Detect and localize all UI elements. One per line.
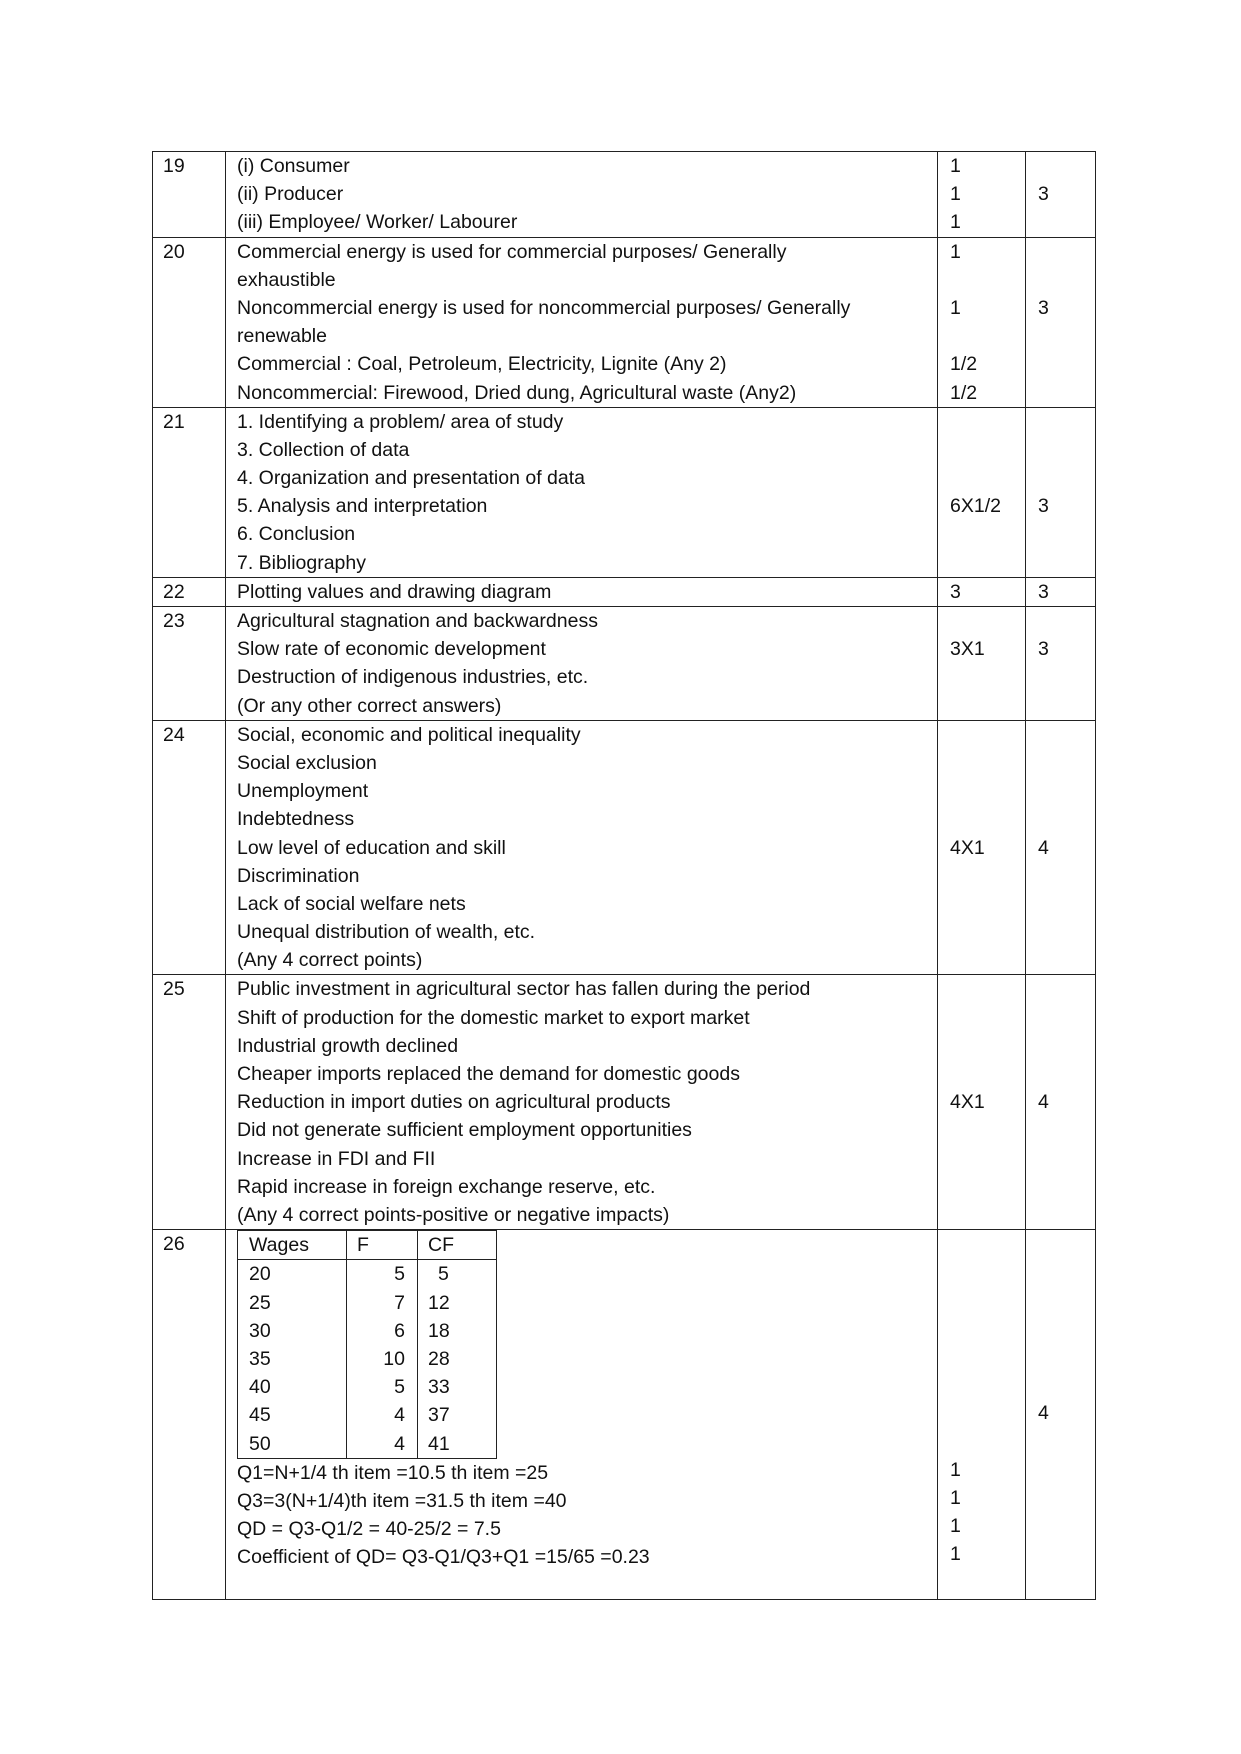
question-row-22 bbox=[153, 577, 1096, 606]
answer-line: Slow rate of economic development bbox=[237, 638, 546, 661]
spacer bbox=[1026, 1173, 1095, 1201]
answer-line: Commercial : Coal, Petroleum, Electricity, Lignite (Any 2) bbox=[237, 353, 727, 376]
answer-line: QD = Q3-Q1/2 = 40-25/2 = 7.5 bbox=[237, 1518, 501, 1540]
spacer bbox=[1026, 152, 1095, 180]
answer-line: Noncommercial energy is used for noncommercial purposes/ Generally bbox=[237, 296, 851, 319]
spacer bbox=[1026, 266, 1095, 294]
mark-value bbox=[938, 805, 1025, 833]
wages-cell-w: 40 bbox=[238, 1373, 347, 1401]
mark-value bbox=[938, 862, 1025, 890]
spacer bbox=[1026, 379, 1095, 407]
spacer bbox=[1026, 918, 1095, 946]
answer-line: Cheaper imports replaced the demand for domestic goods bbox=[237, 1063, 740, 1085]
total-marks-cell bbox=[1026, 607, 1096, 721]
mark-value bbox=[938, 520, 1025, 548]
question-row-20 bbox=[153, 237, 1096, 407]
mark-value bbox=[938, 663, 1025, 691]
mark-value: 1 bbox=[950, 1543, 961, 1566]
spacer bbox=[1026, 1230, 1095, 1258]
answer-cell bbox=[226, 237, 938, 407]
spacer bbox=[1026, 1032, 1095, 1060]
question-number: 25 bbox=[163, 978, 185, 1001]
spacer bbox=[938, 1287, 1025, 1315]
wages-cell-w: 30 bbox=[238, 1317, 347, 1345]
answer-line: (Any 4 correct points-positive or negative impacts) bbox=[237, 1203, 670, 1226]
spacer bbox=[1026, 322, 1095, 350]
answer-line: Social, economic and political inequality bbox=[237, 723, 581, 746]
answer-cell bbox=[226, 577, 938, 606]
spacer bbox=[1026, 1287, 1095, 1315]
spacer bbox=[1026, 749, 1095, 777]
wages-cell-w: 45 bbox=[238, 1401, 347, 1429]
mark-value: 1 bbox=[950, 211, 961, 234]
answer-cell bbox=[226, 1230, 938, 1600]
mark-value bbox=[938, 549, 1025, 577]
mark-value bbox=[938, 607, 1025, 635]
mark-value: 1 bbox=[950, 296, 961, 319]
answer-line: Reduction in import duties on agricultural products bbox=[237, 1091, 671, 1114]
spacer bbox=[1026, 890, 1095, 918]
marks-cell bbox=[938, 237, 1026, 407]
spacer bbox=[1026, 663, 1095, 691]
answer-line: Indebtedness bbox=[237, 808, 355, 831]
total-marks-cell bbox=[1026, 1230, 1096, 1600]
mark-value bbox=[938, 464, 1025, 492]
question-row-24 bbox=[153, 720, 1096, 975]
answer-line: 1. Identifying a problem/ area of study bbox=[237, 410, 564, 433]
spacer bbox=[1026, 238, 1095, 266]
total-marks-cell bbox=[1026, 720, 1096, 975]
spacer bbox=[938, 1427, 1025, 1455]
mark-value bbox=[938, 721, 1025, 749]
mark-value bbox=[938, 749, 1025, 777]
answer-line: 7. Bibliography bbox=[237, 551, 366, 574]
wages-cell-cf: 5 bbox=[438, 1263, 449, 1286]
answer-line: (i) Consumer bbox=[237, 155, 350, 177]
answer-line: (ii) Producer bbox=[237, 183, 344, 206]
answer-cell bbox=[226, 975, 938, 1230]
marks-cell bbox=[938, 152, 1026, 238]
total-marks-cell bbox=[1026, 407, 1096, 577]
spacer bbox=[1026, 1371, 1095, 1399]
mark-value: 6X1/2 bbox=[950, 495, 1001, 518]
wages-table-header bbox=[238, 1231, 497, 1260]
wages-table-row bbox=[238, 1345, 497, 1373]
spacer bbox=[1026, 1145, 1095, 1173]
total-marks-cell bbox=[1026, 975, 1096, 1230]
answer-line: Commercial energy is used for commercial purposes/ Generally bbox=[237, 240, 787, 263]
spacer bbox=[1026, 692, 1095, 720]
wages-table-row bbox=[238, 1373, 497, 1401]
wages-table-row bbox=[238, 1401, 497, 1429]
mark-value bbox=[938, 1173, 1025, 1201]
question-row-19 bbox=[153, 152, 1096, 238]
wages-cell-f: 6 bbox=[347, 1317, 418, 1345]
mark-value bbox=[938, 692, 1025, 720]
spacer bbox=[1026, 208, 1095, 236]
mark-value bbox=[938, 266, 1025, 294]
question-row-21 bbox=[153, 407, 1096, 577]
question-number: 22 bbox=[163, 580, 185, 603]
wages-cell-w: 20 bbox=[238, 1260, 347, 1289]
wages-cell-cf: 28 bbox=[428, 1347, 450, 1370]
question-row-23 bbox=[153, 607, 1096, 721]
spacer bbox=[1026, 862, 1095, 890]
spacer bbox=[938, 1315, 1025, 1343]
marks-cell bbox=[938, 407, 1026, 577]
answer-line: Rapid increase in foreign exchange reserve, etc. bbox=[237, 1175, 656, 1198]
wages-frequency-table bbox=[237, 1230, 497, 1459]
answer-line: Social exclusion bbox=[237, 751, 377, 774]
spacer bbox=[1026, 464, 1095, 492]
mark-value bbox=[938, 322, 1025, 350]
wages-cell-f: 5 bbox=[347, 1373, 418, 1401]
wages-cell-cf: 18 bbox=[428, 1319, 450, 1342]
answer-line: (Any 4 correct points) bbox=[237, 949, 423, 972]
mark-value bbox=[938, 1032, 1025, 1060]
answer-line: Coefficient of QD= Q3-Q1/Q3+Q1 =15/65 =0.23 bbox=[237, 1546, 650, 1569]
question-number-cell bbox=[153, 407, 226, 577]
spacer bbox=[1026, 1315, 1095, 1343]
mark-value bbox=[938, 1145, 1025, 1173]
wages-cell-cf: 33 bbox=[428, 1376, 450, 1399]
spacer bbox=[1026, 1116, 1095, 1144]
answer-line: Unequal distribution of wealth, etc. bbox=[237, 921, 536, 944]
spacer bbox=[938, 1399, 1025, 1427]
answer-line: Increase in FDI and FII bbox=[237, 1147, 436, 1170]
spacer bbox=[1026, 1004, 1095, 1032]
wages-header-cf: CF bbox=[418, 1231, 497, 1260]
wages-cell-f: 5 bbox=[347, 1260, 418, 1289]
wages-table-row bbox=[238, 1260, 497, 1289]
answer-line: 4. Organization and presentation of data bbox=[237, 467, 585, 490]
mark-value bbox=[938, 1004, 1025, 1032]
answer-line: renewable bbox=[237, 325, 327, 348]
mark-value: 4X1 bbox=[950, 836, 985, 859]
total-marks: 4 bbox=[1038, 1091, 1049, 1114]
wages-table-row bbox=[238, 1429, 497, 1458]
mark-value: 1 bbox=[950, 240, 961, 263]
answer-line: Low level of education and skill bbox=[237, 836, 506, 859]
mark-value: 1/2 bbox=[950, 381, 978, 404]
question-number-cell bbox=[153, 237, 226, 407]
total-marks: 3 bbox=[1038, 580, 1049, 603]
marks-cell bbox=[938, 720, 1026, 975]
question-number: 20 bbox=[163, 240, 185, 263]
mark-value: 3 bbox=[950, 580, 961, 603]
answer-cell bbox=[226, 607, 938, 721]
answer-cell bbox=[226, 407, 938, 577]
total-marks: 3 bbox=[1038, 638, 1049, 661]
mark-value bbox=[938, 975, 1025, 1003]
mark-value: 1 bbox=[950, 1515, 961, 1537]
total-marks: 4 bbox=[1038, 836, 1049, 859]
mark-value bbox=[938, 436, 1025, 464]
spacer bbox=[1026, 520, 1095, 548]
answer-line: Unemployment bbox=[237, 780, 369, 803]
total-marks: 3 bbox=[1038, 296, 1049, 319]
marks-cell bbox=[938, 975, 1026, 1230]
question-number-cell bbox=[153, 577, 226, 606]
question-number-cell bbox=[153, 1230, 226, 1600]
total-marks-cell bbox=[1026, 237, 1096, 407]
spacer bbox=[1026, 1060, 1095, 1088]
question-number-cell bbox=[153, 720, 226, 975]
wages-cell-cf: 37 bbox=[428, 1404, 450, 1427]
wages-cell-cf: 12 bbox=[428, 1291, 450, 1314]
spacer bbox=[938, 1343, 1025, 1371]
question-number: 21 bbox=[163, 410, 185, 433]
wages-cell-f: 4 bbox=[347, 1429, 418, 1458]
spacer bbox=[1026, 777, 1095, 805]
wages-table-row bbox=[238, 1317, 497, 1345]
answer-line: 3. Collection of data bbox=[237, 438, 410, 461]
spacer bbox=[1026, 607, 1095, 635]
mark-value: 1 bbox=[950, 155, 961, 177]
question-number: 19 bbox=[163, 155, 185, 177]
wages-header-w: Wages bbox=[238, 1231, 347, 1260]
question-row-26 bbox=[153, 1230, 1096, 1600]
spacer bbox=[1026, 805, 1095, 833]
spacer bbox=[1026, 408, 1095, 436]
wages-cell-f: 10 bbox=[347, 1345, 418, 1373]
total-marks: 3 bbox=[1038, 495, 1049, 518]
spacer bbox=[1026, 975, 1095, 1003]
spacer bbox=[1026, 1258, 1095, 1286]
spacer bbox=[1026, 1343, 1095, 1371]
wages-cell-f: 7 bbox=[347, 1289, 418, 1317]
spacer bbox=[226, 1571, 937, 1599]
marking-scheme-body bbox=[153, 152, 1096, 1600]
marks-cell bbox=[938, 577, 1026, 606]
spacer bbox=[938, 1230, 1025, 1258]
answer-line: Agricultural stagnation and backwardness bbox=[237, 610, 598, 632]
wages-header-f: F bbox=[347, 1231, 418, 1260]
answer-line: Q1=N+1/4 th item =10.5 th item =25 bbox=[237, 1461, 549, 1484]
spacer bbox=[1026, 721, 1095, 749]
answer-cell bbox=[226, 720, 938, 975]
mark-value bbox=[938, 946, 1025, 974]
answer-line: Q3=3(N+1/4)th item =31.5 th item =40 bbox=[237, 1489, 567, 1512]
answer-line: (iii) Employee/ Worker/ Labourer bbox=[237, 211, 518, 234]
mark-value bbox=[938, 777, 1025, 805]
mark-value: 1 bbox=[950, 1458, 961, 1481]
spacer bbox=[1026, 350, 1095, 378]
mark-value bbox=[938, 408, 1025, 436]
question-number-cell bbox=[153, 607, 226, 721]
answer-line: Noncommercial: Firewood, Dried dung, Agricultural waste (Any2) bbox=[237, 381, 797, 404]
mark-value bbox=[938, 1116, 1025, 1144]
spacer bbox=[1026, 549, 1095, 577]
mark-value: 4X1 bbox=[950, 1091, 985, 1114]
answer-line: 6. Conclusion bbox=[237, 523, 356, 546]
wages-cell-w: 50 bbox=[238, 1429, 347, 1458]
answer-line: 5. Analysis and interpretation bbox=[237, 495, 488, 518]
spacer bbox=[1026, 946, 1095, 974]
answer-line: exhaustible bbox=[237, 268, 336, 291]
question-number: 24 bbox=[163, 723, 185, 746]
question-row-25 bbox=[153, 975, 1096, 1230]
spacer bbox=[1026, 436, 1095, 464]
question-number-cell bbox=[153, 975, 226, 1230]
marks-cell bbox=[938, 1230, 1026, 1600]
wages-table-row bbox=[238, 1289, 497, 1317]
answer-line: Shift of production for the domestic market to export market bbox=[237, 1006, 750, 1029]
answer-line: Destruction of indigenous industries, etc. bbox=[237, 666, 589, 689]
total-marks: 4 bbox=[1038, 1402, 1049, 1425]
answer-line: Lack of social welfare nets bbox=[237, 892, 466, 915]
wages-cell-f: 4 bbox=[347, 1401, 418, 1429]
mark-value bbox=[938, 1201, 1025, 1229]
answer-line: Discrimination bbox=[237, 864, 360, 887]
total-marks-cell bbox=[1026, 152, 1096, 238]
mark-value: 1 bbox=[950, 183, 961, 206]
spacer bbox=[1026, 1201, 1095, 1229]
mark-value bbox=[938, 1060, 1025, 1088]
answer-line: Plotting values and drawing diagram bbox=[237, 580, 552, 603]
wages-cell-w: 35 bbox=[238, 1345, 347, 1373]
mark-value: 3X1 bbox=[950, 638, 985, 661]
marking-scheme-table bbox=[152, 151, 1096, 1600]
answer-line: Did not generate sufficient employment opportunities bbox=[237, 1119, 692, 1142]
question-number-cell bbox=[153, 152, 226, 238]
answer-line: Industrial growth declined bbox=[237, 1034, 459, 1057]
mark-value: 1/2 bbox=[950, 353, 978, 376]
wages-cell-cf: 41 bbox=[428, 1432, 450, 1455]
answer-cell bbox=[226, 152, 938, 238]
marks-cell bbox=[938, 607, 1026, 721]
total-marks-cell bbox=[1026, 577, 1096, 606]
spacer bbox=[938, 1258, 1025, 1286]
mark-value: 1 bbox=[950, 1486, 961, 1509]
answer-line: (Or any other correct answers) bbox=[237, 694, 502, 717]
question-number: 26 bbox=[163, 1233, 185, 1256]
mark-value bbox=[938, 890, 1025, 918]
total-marks: 3 bbox=[1038, 183, 1049, 206]
mark-value bbox=[938, 918, 1025, 946]
wages-cell-w: 25 bbox=[238, 1289, 347, 1317]
spacer bbox=[938, 1371, 1025, 1399]
question-number: 23 bbox=[163, 610, 185, 632]
answer-line: Public investment in agricultural sector has fallen during the period bbox=[237, 978, 811, 1001]
